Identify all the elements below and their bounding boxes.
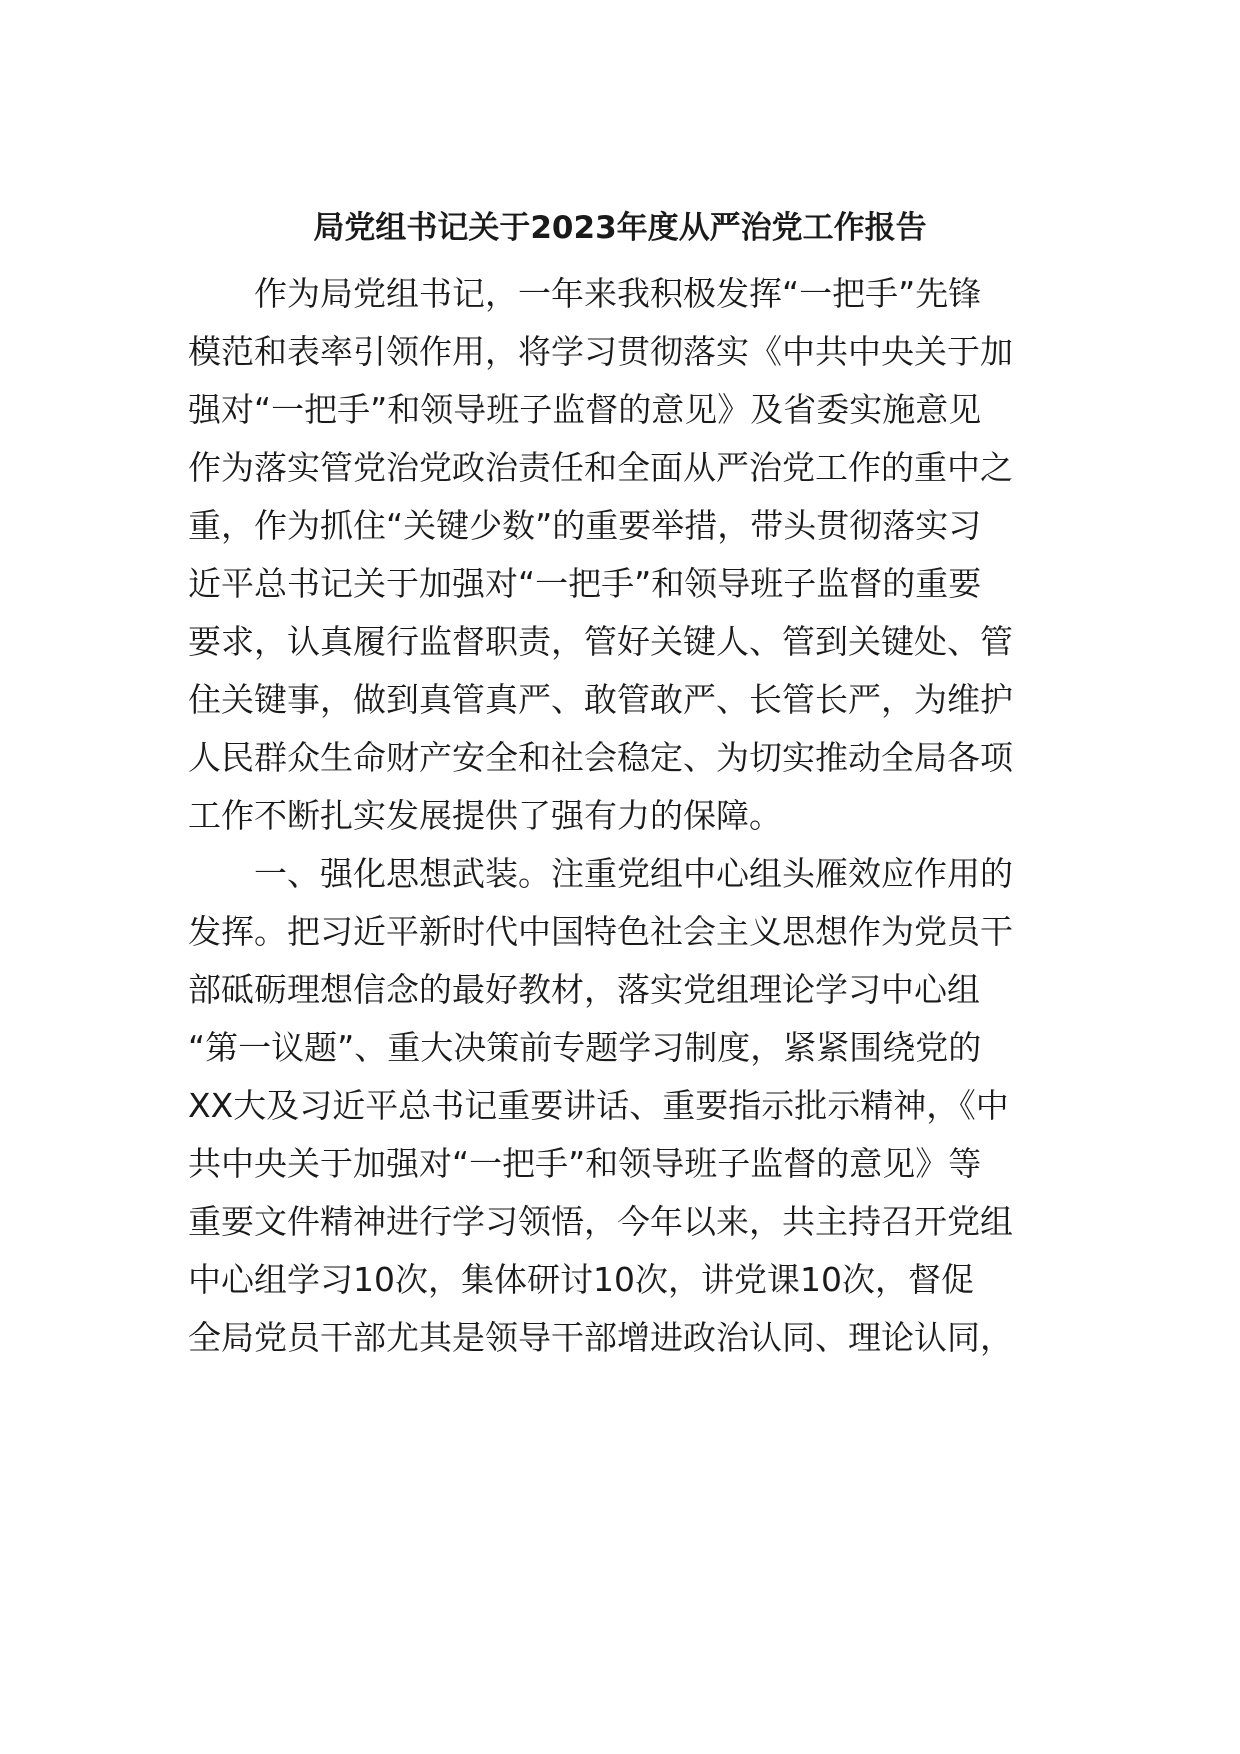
- body-line: 部砥砺理想信念的最好教材，落实党组理论学习中心组: [188, 970, 980, 1009]
- body-line: 住关键事，做到真管真严、敢管敢严、长管长严，为维护: [188, 680, 1013, 719]
- body-line: “第一议题”、重大决策前专题学习制度，紧紧围绕党的: [188, 1028, 982, 1067]
- body-line: 作为局党组书记，一年来我积极发挥“一把手”先锋: [188, 274, 982, 313]
- document-title: 局党组书记关于2023年度从严治党工作报告: [313, 210, 927, 246]
- body-line: 模范和表率引领作用，将学习贯彻落实《中共中央关于加: [188, 332, 1013, 371]
- body-line: 作为落实管党治党政治责任和全面从严治党工作的重中之: [188, 448, 1013, 487]
- body-line: 近平总书记关于加强对“一把手”和领导班子监督的重要: [188, 564, 982, 603]
- body-line: 重要文件精神进行学习领悟，今年以来，共主持召开党组: [188, 1202, 1013, 1241]
- body-line: 人民群众生命财产安全和社会稳定、为切实推动全局各项: [188, 738, 1013, 777]
- body-line: 中心组学习10次，集体研讨10次，讲党课10次，督促: [188, 1260, 974, 1299]
- body-line: 重，作为抓住“关键少数”的重要举措，带头贯彻落实习: [188, 506, 982, 545]
- body-line: 共中央关于加强对“一把手”和领导班子监督的意见》等: [188, 1144, 982, 1183]
- body-line: 一、强化思想武装。注重党组中心组头雁效应作用的: [188, 854, 1013, 893]
- body-line: 工作不断扎实发展提供了强有力的保障。: [188, 796, 782, 835]
- body-line: 强对“一把手”和领导班子监督的意见》及省委实施意见: [188, 390, 982, 429]
- body-line: 全局党员干部尤其是领导干部增进政治认同、理论认同，: [188, 1318, 1013, 1357]
- body-line: 发挥。把习近平新时代中国特色社会主义思想作为党员干: [188, 912, 1013, 951]
- body-line: 要求，认真履行监督职责，管好关键人、管到关键处、管: [188, 622, 1013, 661]
- body-line: XX大及习近平总书记重要讲话、重要指示批示精神，《中: [188, 1086, 1009, 1125]
